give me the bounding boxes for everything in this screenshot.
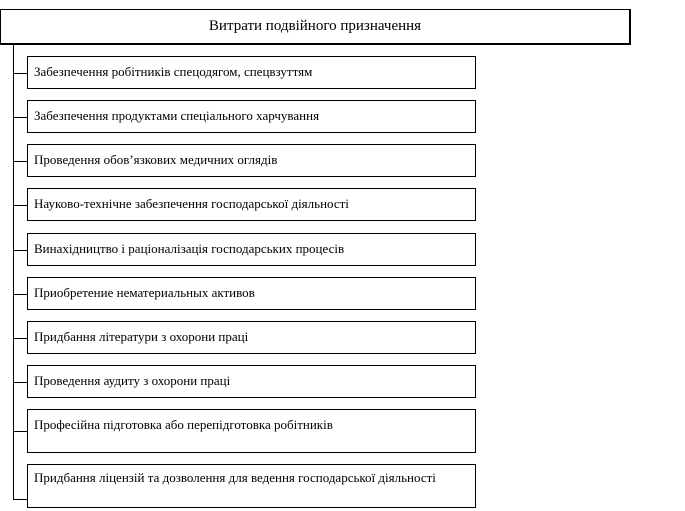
connector-branch bbox=[13, 161, 27, 162]
item-box-9 bbox=[27, 409, 476, 453]
item-box-10 bbox=[27, 464, 476, 508]
connector-branch bbox=[13, 338, 27, 339]
item-box-5 bbox=[27, 233, 476, 266]
item-box-3 bbox=[27, 144, 476, 177]
connector-branch bbox=[13, 73, 27, 74]
item-label: Проведення обов’язкових медичних оглядів bbox=[34, 152, 278, 167]
item-label: Винахідництво і раціоналізація господарських процесів bbox=[34, 241, 345, 256]
connector-branch bbox=[13, 382, 27, 383]
connector-branch bbox=[13, 205, 27, 206]
connector-branch bbox=[13, 431, 27, 432]
connector-branch bbox=[13, 250, 27, 251]
item-box-1 bbox=[27, 56, 476, 89]
item-label: Професійна підготовка або перепідготовка робітників bbox=[34, 417, 333, 432]
connector-branch bbox=[13, 294, 27, 295]
diagram-title: Витрати подвійного призначення bbox=[208, 18, 422, 34]
diagram-title-box bbox=[0, 9, 631, 45]
item-label: Забезпечення робітників спецодягом, спецвзуттям bbox=[34, 64, 313, 79]
item-label: Забезпечення продуктами спеціального харчування bbox=[34, 108, 320, 123]
item-label: Науково-технічне забезпечення господарської діяльності bbox=[34, 196, 349, 211]
item-box-8 bbox=[27, 365, 476, 398]
item-label: Придбання ліцензій та дозволення для ведення господарської діяльності bbox=[34, 470, 436, 485]
item-box-6 bbox=[27, 277, 476, 310]
connector-branch bbox=[13, 117, 27, 118]
item-box-4 bbox=[27, 188, 476, 221]
item-label: Приобретение нематериальных активов bbox=[34, 285, 255, 300]
item-label: Придбання літератури з охорони праці bbox=[34, 329, 249, 344]
item-box-2 bbox=[27, 100, 476, 133]
item-box-7 bbox=[27, 321, 476, 354]
item-label: Проведення аудиту з охорони праці bbox=[34, 373, 231, 388]
connector-branch bbox=[13, 499, 27, 500]
